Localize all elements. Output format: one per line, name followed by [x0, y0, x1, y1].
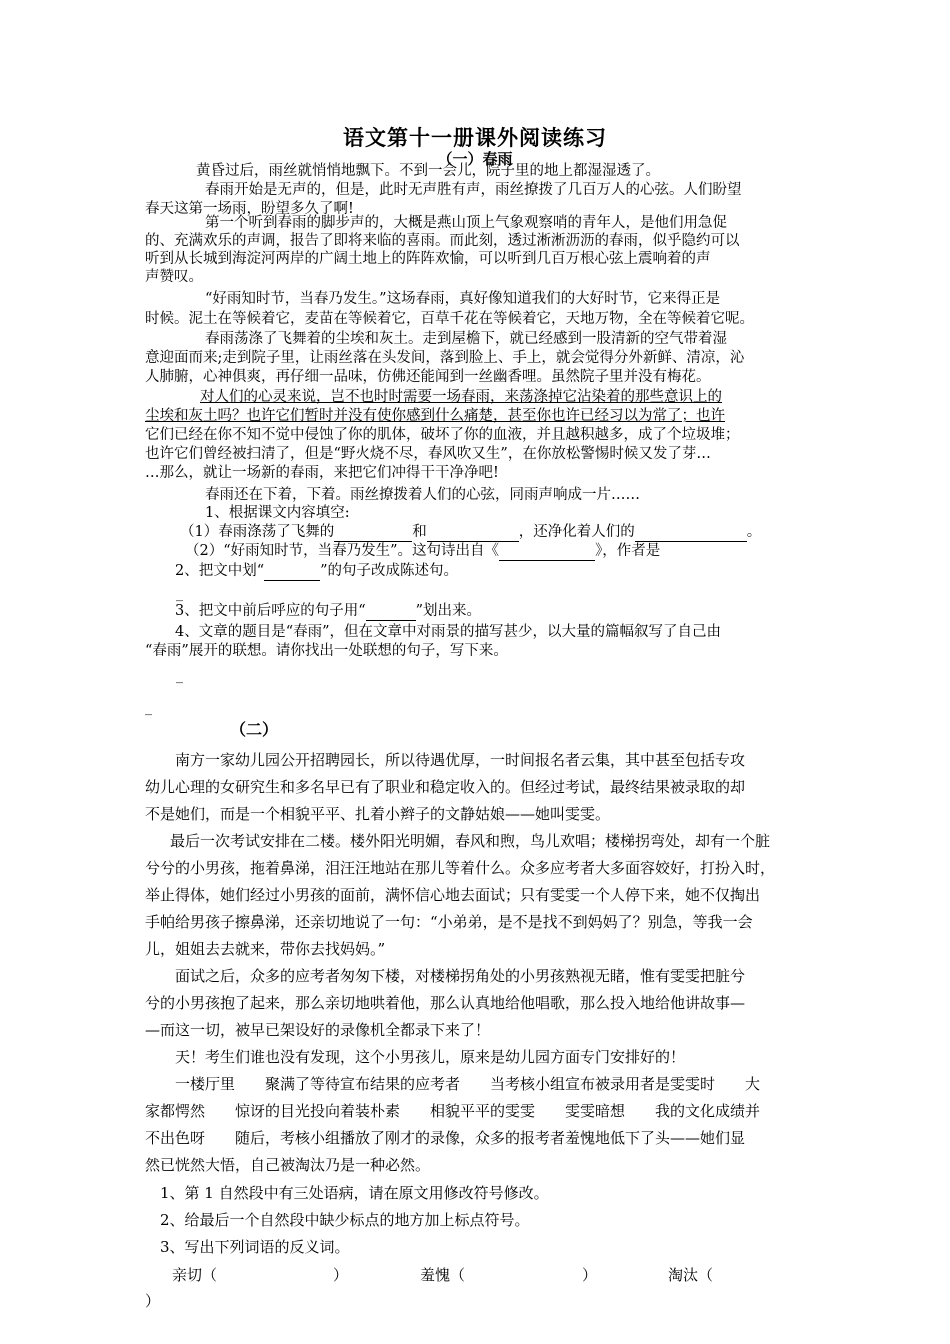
p2-line: 幼儿心理的女研究生和多名早已有了职业和稳定收入的。但经过考试，最终结果被录取的却	[145, 778, 746, 796]
underline-sample	[366, 606, 416, 621]
question-3	[175, 602, 840, 621]
p1-line: 声赞叹。	[145, 269, 203, 285]
p1-line: 听到从长城到海淀河两岸的广阔土地上的阵阵欢愉，可以听到几百万根心弦上震响着的声	[145, 251, 711, 267]
p1-line: 春雨还在下着，下着。雨丝撩拨着人们的心弦，同雨声响成一片……	[205, 487, 640, 503]
p2-line: 然已恍然大悟，自己被淘汰乃是一种必然。	[145, 1156, 431, 1174]
q1a-text: ，还净化着人们的	[518, 524, 635, 540]
underline-sample	[264, 566, 320, 581]
p1-line: “好雨知时节，当春乃发生。”这场春雨，真好像知道我们的大好时节，它来得正是	[205, 291, 721, 307]
p2-line: 不是她们，而是一个相貌平平、扎着小辫子的文静姑娘——她叫雯雯。	[145, 805, 611, 823]
p2-line: 最后一次考试安排在二楼。楼外阳光明媚，春风和煦，鸟儿欢唱；楼梯拐弯处，却有一个脏	[170, 832, 771, 850]
p1-line: 春雨开始是无声的，但是，此时无声胜有声，雨丝撩拨了几百万人的心弦。人们盼望	[205, 182, 742, 198]
q2-text: ”的句子改成陈述句。	[320, 563, 459, 579]
question-4: 4、文章的题目是“春雨”，但在文章中对雨景的描写甚少，以大量的篇幅叙写了自己由	[175, 624, 722, 640]
question-4-cont: “春雨”展开的联想。请你找出一处联想的句子，写下来。	[145, 643, 508, 659]
q1a-text: 。	[746, 524, 762, 540]
answer-blank[interactable]	[427, 527, 519, 542]
p2-line: 举止得体，她们经过小男孩的面前，满怀信心地去面试；只有雯雯一个人停下来，她不仅掏出	[145, 886, 761, 904]
antonym-2-close: ）	[582, 1266, 598, 1284]
p1-line: 人肺腑，心神俱爽，再仔细一品味，仿佛还能闻到一丝幽香哩。虽然院子里并没有梅花。	[145, 369, 711, 385]
question-1: 1、根据课文内容填空:	[205, 505, 350, 521]
antonym-1-close: ）	[333, 1266, 349, 1284]
p1-line: …那么，就让一场新的春雨，来把它们冲得干干净净吧!	[145, 465, 499, 481]
p1-line: 意迎面而来;走到院子里，让雨丝落在头发间，落到脸上、手上，就会觉得分外新鲜、清凉，沁	[145, 350, 745, 366]
answer-blank[interactable]	[499, 546, 595, 561]
question-1a	[180, 523, 845, 542]
q1b-text: （2）“好雨知时节，当春乃发生”。这句诗出自《	[185, 543, 500, 559]
q3-text: 3、把文中前后呼应的句子用“	[175, 603, 366, 619]
p2-line: 兮的小男孩抱了起来，那么亲切地哄着他，那么认真地给他唱歌，那么投入地给他讲故事—	[145, 994, 746, 1012]
q3-text: ”划出来。	[415, 603, 482, 619]
p1-line: 黄昏过后，雨丝就悄悄地飘下。不到一会儿，院子里的地上都湿湿透了。	[196, 163, 660, 179]
p2-line: 儿，姐姐去去就来，带你去找妈妈。”	[145, 940, 386, 958]
answer-line-mark: _	[176, 668, 183, 684]
section-2-heading: （二）	[230, 720, 279, 739]
underlined-sentence-end: 尘埃和灰土吗？也许它们暂时并没有使你感到什么痛楚，甚至你也许已经习以为常了；也许	[145, 408, 725, 424]
p2-line: 手帕给男孩子擦鼻涕，还亲切地说了一句：“小弟弟，是不是找不到妈妈了？别急，等我一会	[145, 913, 753, 931]
p2-line: 面试之后，众多的应考者匆匆下楼，对楼梯拐角处的小男孩熟视无睹，惟有雯雯把脏兮	[175, 967, 746, 985]
p2-line: 兮兮的小男孩，拖着鼻涕，泪汪汪地站在那儿等着什么。众多应考者大多面容姣好，打扮入时，	[145, 859, 776, 877]
p2-line: 家都愕然 惊讶的目光投向着装朴素 相貌平平的雯雯 雯雯暗想 我的文化成绩并	[145, 1102, 761, 1120]
section-1-heading: （一）春雨	[437, 150, 513, 168]
answer-line-mark: _	[176, 586, 183, 602]
answer-blank[interactable]	[635, 527, 747, 542]
p1-line: 它们已经在你不知不觉中侵蚀了你的肌体，破坏了你的血液，并且越积越多，成了个垃圾堆；	[145, 427, 740, 443]
question-2	[175, 562, 840, 581]
q1b-text: 》，作者是	[595, 543, 661, 559]
p1-line: 第一个听到春雨的脚步声的，大概是燕山顶上气象观察哨的青年人，是他们用急促	[205, 215, 727, 231]
p2-question-2: 2、给最后一个自然段中缺少标点的地方加上标点符号。	[160, 1211, 530, 1229]
p2-question-3: 3、写出下列词语的反义词。	[160, 1238, 350, 1256]
q1a-text: （1）春雨涤荡了飞舞的	[180, 524, 335, 540]
antonym-3-close: ）	[145, 1292, 161, 1310]
p1-line: 的、充满欢乐的声调，报告了即将来临的喜雨。而此刻，透过淅淅沥沥的春雨，似乎隐约可以	[145, 233, 740, 249]
page-title: 语文第十一册课外阅读练习	[343, 125, 607, 150]
p2-question-1: 1、第 1 自然段中有三处语病，请在原文用修改符号修改。	[160, 1184, 549, 1202]
antonym-2: 羞愧（	[420, 1266, 466, 1284]
p1-underlined-line: 对人们的心灵来说，岂不也时时需要一场春雨，来荡涤掉它沾染着的那些意识上的	[200, 389, 722, 405]
q2-text: 2、把文中划“	[175, 563, 265, 579]
p1-line: 春雨荡涤了飞舞着的尘埃和灰土。走到屋檐下，就已经感到一股清新的空气带着湿	[205, 331, 727, 347]
p2-line: 天！考生们谁也没有发现，这个小男孩儿，原来是幼儿园方面专门安排好的！	[175, 1048, 686, 1066]
question-1b	[185, 542, 850, 561]
p1-line: 春天这第一场雨，盼望多久了啊!	[145, 201, 354, 217]
antonym-1: 亲切（	[172, 1266, 218, 1284]
antonym-3: 淘汰（	[668, 1266, 714, 1284]
p2-line: 一楼厅里 聚满了等待宣布结果的应考者 当考核小组宣布被录用者是雯雯时 大	[175, 1075, 761, 1093]
p1-line: 时候。泥土在等候着它，麦苗在等候着它，百草千花在等候着它，天地万物，全在等候着它呢。	[145, 311, 754, 327]
p2-line: 南方一家幼儿园公开招聘园长，所以待遇优厚，一时间报名者云集，其中甚至包括专攻	[175, 751, 746, 769]
answer-line-mark: _	[145, 700, 152, 716]
p2-line: 不出色呀 随后，考核小组播放了刚才的录像，众多的报考者羞愧地低下了头——她们显	[145, 1129, 746, 1147]
answer-blank[interactable]	[334, 527, 412, 542]
q1a-text: 和	[412, 524, 427, 540]
p2-line: —而这一切，被早已架设好的录像机全都录下来了！	[145, 1021, 491, 1039]
p1-line: 也许它们曾经被扫清了，但是“野火烧不尽，春风吹又生”，在你放松警惕时候又发了芽…	[145, 446, 711, 462]
p1-line	[145, 407, 810, 426]
